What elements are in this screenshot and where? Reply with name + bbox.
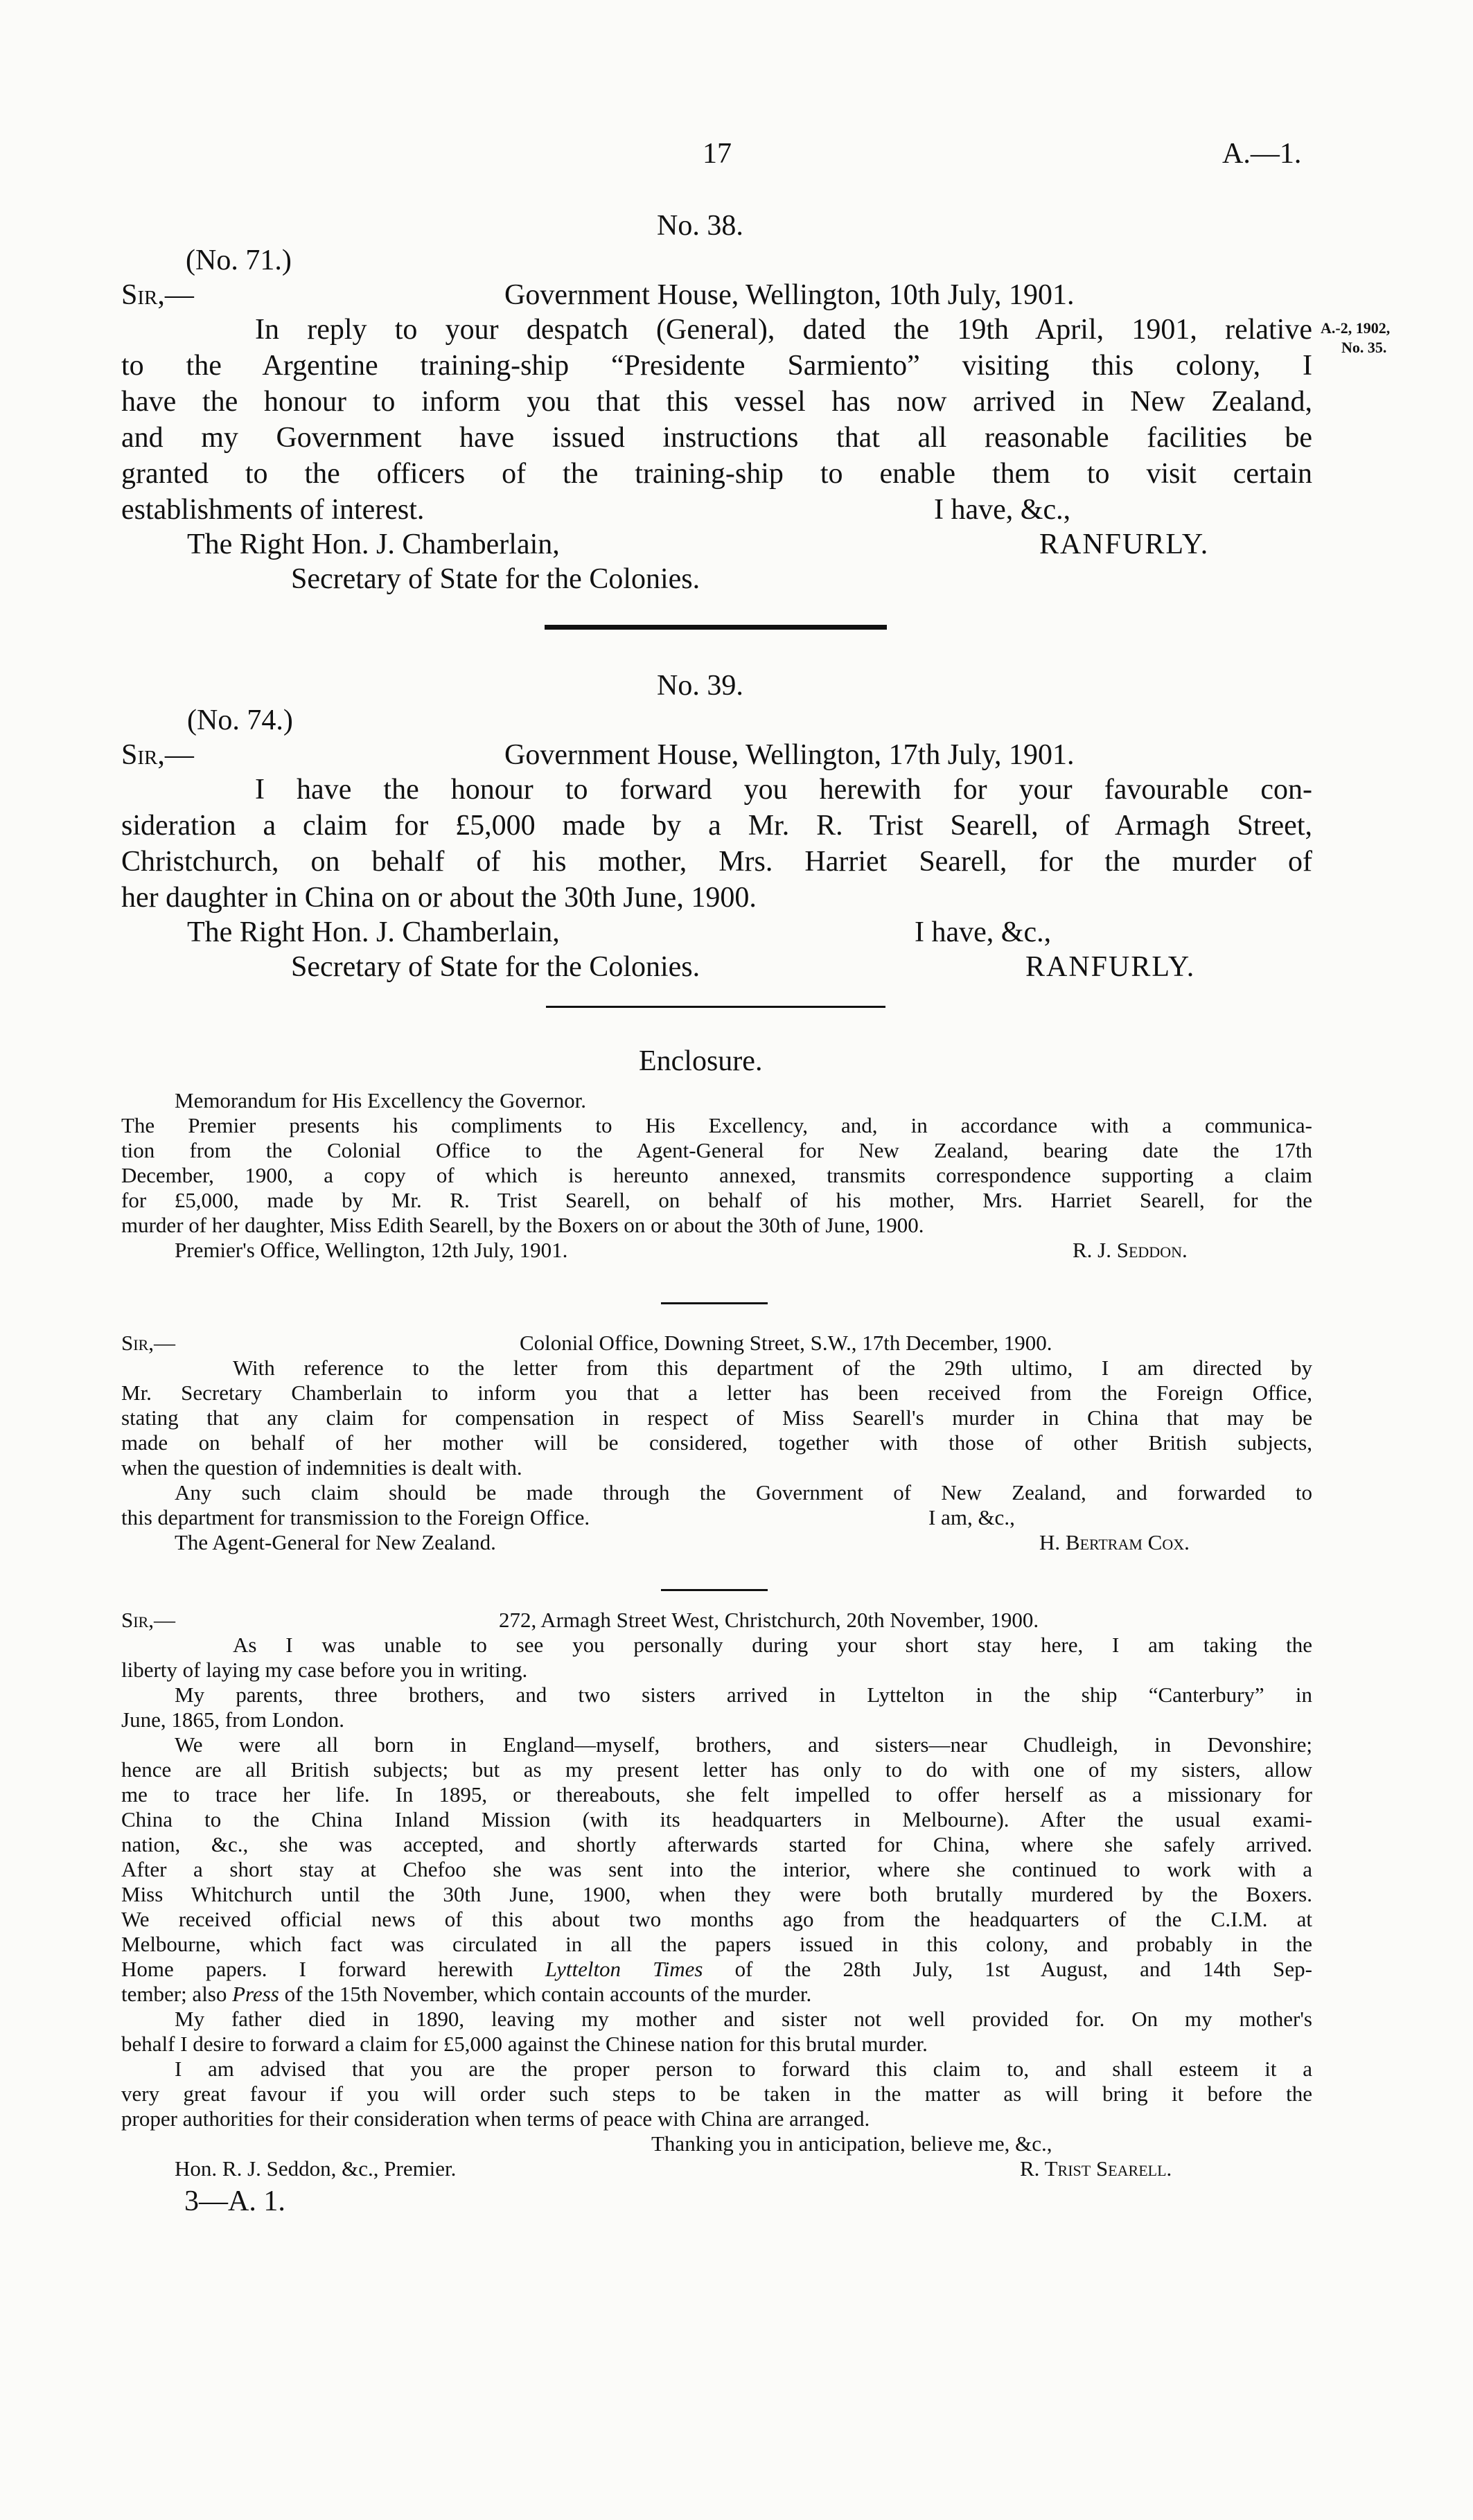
rts-body-line: very great favour if you will order such steps to be taken in the matter as will bring it before the: [121, 2082, 1312, 2106]
doc39-body-line: Christchurch, on behalf of his mother, Mrs. Harriet Searell, for the murder of: [121, 846, 1312, 878]
doc39-addressee-title: Secretary of State for the Colonies.: [291, 951, 700, 983]
rts-addressee: Hon. R. J. Seddon, &c., Premier.: [175, 2156, 457, 2181]
rts-text: of the 15th November, which contain accounts of the murder.: [279, 1982, 812, 2006]
rts-body-line: behalf I desire to forward a claim for £5,000 against the Chinese nation for this brutal murder.: [121, 2032, 928, 2056]
rts-body-line: hence are all British subjects; but as my present letter has only to do with one of my sisters, allow: [121, 1757, 1312, 1782]
co-body-line: this department for transmission to the Foreign Office.: [121, 1505, 590, 1529]
doc38-body-line: In reply to your despatch (General), dated the 19th April, 1901, relative: [255, 314, 1312, 346]
memo-place: Premier's Office, Wellington, 12th July, 1901.: [175, 1238, 568, 1262]
rts-body-line: proper authorities for their consideration when terms of peace with China are arranged.: [121, 2106, 870, 2131]
section-divider: [545, 625, 887, 630]
doc39-signature: RANFURLY.: [1025, 951, 1196, 983]
rts-body-line: We were all born in England—myself, brothers, and sisters—near Chudleigh, in Devonshire;: [175, 1732, 1312, 1757]
rts-body-line: China to the China Inland Mission (with its headquarters in Melbourne). After the usual exami-: [121, 1807, 1312, 1831]
co-body-line: when the question of indemnities is dealt with.: [121, 1455, 522, 1480]
co-closing: I am, &c.,: [928, 1505, 1015, 1529]
rts-body-line: me to trace her life. In 1895, or thereabouts, she felt impelled to offer herself as a missionary for: [121, 1782, 1312, 1807]
sheet-mark: 3—A. 1.: [184, 2185, 285, 2217]
short-divider: [661, 1302, 768, 1304]
enclosure-heading: Enclosure.: [639, 1045, 763, 1077]
doc39-body-line: sideration a claim for £5,000 made by a Mr. R. Trist Searell, of Armagh Street,: [121, 810, 1312, 842]
co-body-line: made on behalf of her mother will be considered, together with those of other British subjects,: [121, 1430, 1312, 1455]
memo-signature: R. J. Seddon.: [1073, 1238, 1188, 1262]
rts-body-line: [121, 1981, 811, 2007]
doc39-salutation: Sir,—: [121, 739, 194, 771]
doc38-body-line: granted to the officers of the training-ship to enable them to visit certain: [121, 458, 1312, 490]
rts-text: Home papers. I forward herewith: [121, 1957, 545, 1981]
co-signature: H. Bertram Cox.: [1039, 1530, 1190, 1554]
doc39-closing: I have, &c.,: [915, 916, 1052, 948]
newspaper-title: Press: [232, 1982, 279, 2006]
rts-signature: R. Trist Searell.: [1020, 2156, 1172, 2181]
co-salutation: Sir,—: [121, 1331, 175, 1355]
section-divider: [546, 1006, 885, 1008]
page-number: 17: [703, 138, 732, 170]
doc38-margin-note-2: No. 35.: [1341, 339, 1387, 356]
doc38-dateline: Government House, Wellington, 10th July, 1901.: [504, 279, 1075, 311]
co-addressee: The Agent-General for New Zealand.: [175, 1530, 496, 1554]
doc38-body-line: have the honour to inform you that this vessel has now arrived in New Zealand,: [121, 386, 1312, 418]
rts-body-line: nation, &c., she was accepted, and shortly afterwards started for China, where she safely arrived.: [121, 1832, 1312, 1856]
rts-body-line: My father died in 1890, leaving my mother and sister not well provided for. On my mother's: [175, 2007, 1312, 2031]
doc39-body-line: I have the honour to forward you herewith for your favourable con-: [255, 774, 1312, 806]
rts-body-line: liberty of laying my case before you in writing.: [121, 1658, 528, 1682]
newspaper-title: Lyttelton Times: [545, 1957, 703, 1981]
rts-text: tember; also: [121, 1982, 233, 2006]
doc38-body-line: and my Government have issued instructions that all reasonable facilities be: [121, 422, 1312, 454]
memo-line: December, 1900, a copy of which is hereunto annexed, transmits correspondence supporting a claim: [121, 1163, 1312, 1187]
co-body-line: Any such claim should be made through the Government of New Zealand, and forwarded to: [175, 1480, 1312, 1505]
memo-line: for £5,000, made by Mr. R. Trist Searell, on behalf of his mother, Mrs. Harriet Searell, for the: [121, 1188, 1312, 1212]
doc38-addressee-title: Secretary of State for the Colonies.: [291, 563, 700, 595]
doc39-number: No. 39.: [657, 670, 743, 702]
doc38-body-line: to the Argentine training-ship “Presidente Sarmiento” visiting this colony, I: [121, 350, 1312, 382]
rts-body-line: I am advised that you are the proper person to forward this claim to, and shall esteem it a: [175, 2057, 1312, 2081]
doc39-dateline: Government House, Wellington, 17th July, 1901.: [504, 739, 1075, 771]
doc39-addressee: The Right Hon. J. Chamberlain,: [187, 916, 560, 948]
doc38-margin-note: A.-2, 1902,: [1321, 319, 1391, 337]
doc39-body-line: her daughter in China on or about the 30th June, 1900.: [121, 882, 757, 914]
rts-body-line: After a short stay at Chefoo she was sent into the interior, where she continued to work with a: [121, 1857, 1312, 1881]
co-dateline: Colonial Office, Downing Street, S.W., 17th December, 1900.: [520, 1331, 1052, 1355]
rts-dateline: 272, Armagh Street West, Christchurch, 20th November, 1900.: [499, 1608, 1039, 1632]
rts-body-line: Miss Whitchurch until the 30th June, 1900, when they were both brutally murdered by the Boxers.: [121, 1882, 1312, 1906]
rts-body-line: Melbourne, which fact was circulated in all the papers issued in this colony, and probably in the: [121, 1932, 1312, 1956]
rts-salutation: Sir,—: [121, 1608, 175, 1632]
memo-line: The Premier presents his compliments to His Excellency, and, in accordance with a communica-: [121, 1113, 1312, 1137]
memo-line: tion from the Colonial Office to the Agent-General for New Zealand, bearing date the 17th: [121, 1138, 1312, 1162]
memo-line: murder of her daughter, Miss Edith Searell, by the Boxers on or about the 30th of June, 1900.: [121, 1213, 924, 1237]
doc38-ref: (No. 71.): [186, 245, 292, 276]
rts-text: of the 28th July, 1st August, and 14th Sep-: [703, 1957, 1313, 1981]
rts-body-line: My parents, three brothers, and two sisters arrived in Lyttelton in the ship “Canterbury” in: [175, 1683, 1312, 1707]
rts-body-line: June, 1865, from London.: [121, 1707, 345, 1732]
document-code: A.—1.: [1222, 138, 1302, 170]
co-body-line: With reference to the letter from this department of the 29th ultimo, I am directed by: [233, 1356, 1312, 1380]
rts-body-line: We received official news of this about two months ago from the headquarters of the C.I.M. at: [121, 1907, 1312, 1931]
doc38-body-line: establishments of interest.: [121, 494, 425, 526]
doc38-signature: RANFURLY.: [1039, 529, 1210, 560]
co-body-line: stating that any claim for compensation in respect of Miss Searell's murder in China that may be: [121, 1405, 1312, 1430]
short-divider: [661, 1589, 768, 1591]
memo-title: Memorandum for His Excellency the Governor.: [175, 1088, 586, 1112]
doc38-closing: I have, &c.,: [934, 494, 1071, 526]
doc38-addressee: The Right Hon. J. Chamberlain,: [187, 529, 560, 560]
rts-body-line: [121, 1956, 1312, 1982]
co-body-line: Mr. Secretary Chamberlain to inform you that a letter has been received from the Foreign Office,: [121, 1381, 1312, 1405]
doc38-number: No. 38.: [657, 210, 743, 242]
rts-body-line: As I was unable to see you personally during your short stay here, I am taking the: [233, 1633, 1312, 1657]
rts-closing: Thanking you in anticipation, believe me, &c.,: [651, 2131, 1052, 2156]
doc38-salutation: Sir,—: [121, 279, 194, 311]
doc39-ref: (No. 74.): [187, 704, 293, 736]
